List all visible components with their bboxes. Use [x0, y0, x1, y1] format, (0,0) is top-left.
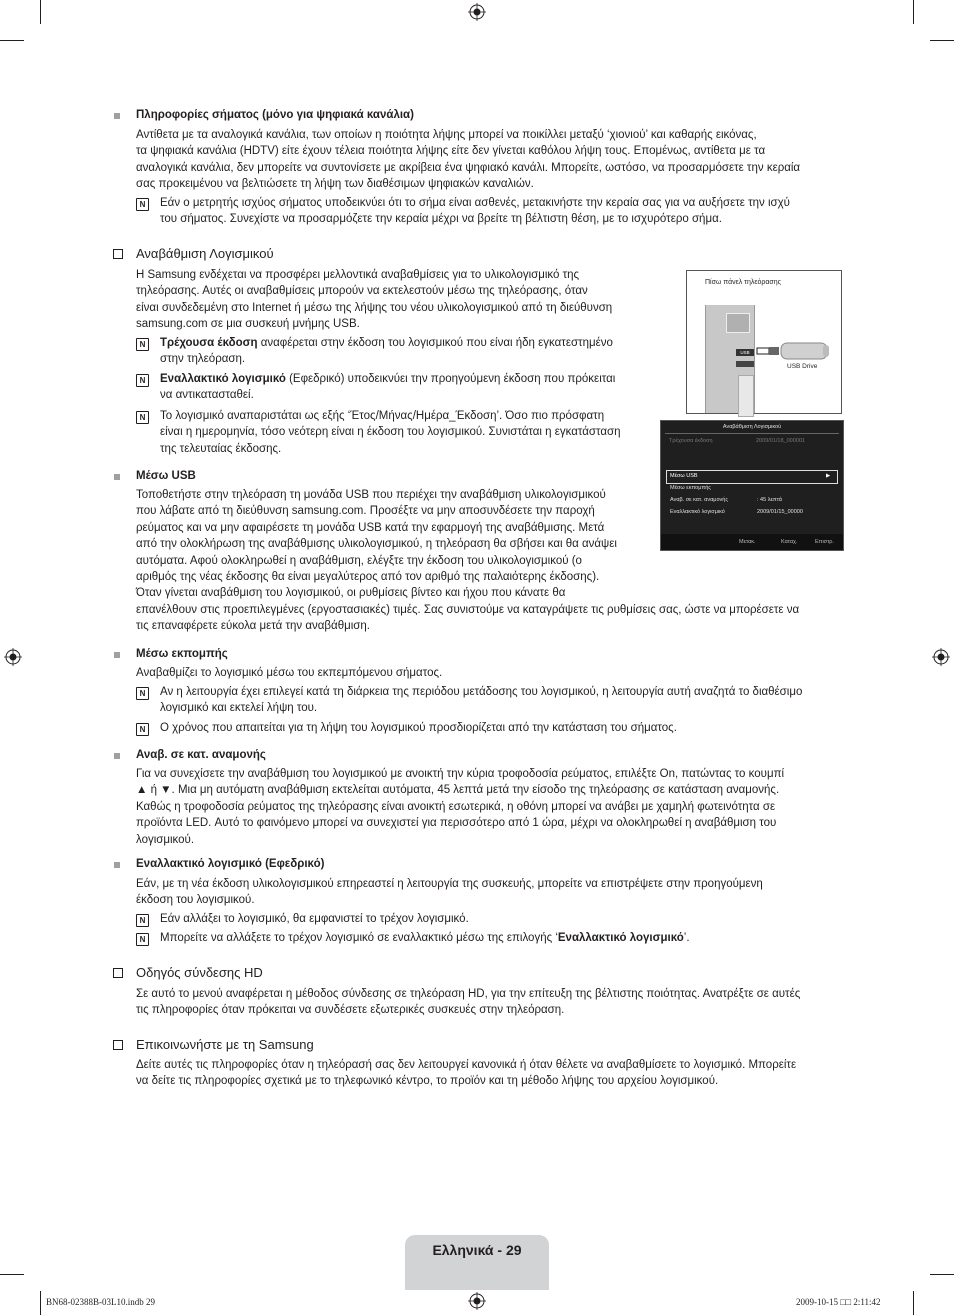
hdmi-port	[736, 361, 754, 367]
crop-mark	[0, 1274, 24, 1275]
text-line: τις πληροφορίες όταν πρόκειται να συνδέσετε εξωτερικές συσκευές στην τηλεόραση.	[136, 1004, 565, 1017]
alt-software-note	[160, 371, 615, 404]
print-file-info: BN68-02388B-03L10.indb 29	[46, 1297, 155, 1307]
text-line: επανέλθουν στις προεπιλεγμένες (εργοστασιακές) τιμές. Σας συνιστούμε να καταγράψετε τις ρυθμίσεις σας, ώστε να μπορέσετε να	[136, 603, 800, 616]
text-line: Για να συνεχίσετε την αναβάθμιση του λογισμικού με ανοικτή την κύρια τροφοδοσία ρεύματος, επιλέξτε On, πατώντας το κουμπί	[136, 768, 785, 780]
osd-title: Αναβάθμιση Λογισμικού	[722, 424, 782, 430]
software-upgrade-title: Αναβάθμιση Λογισμικού	[136, 246, 274, 261]
current-version-note	[160, 335, 613, 368]
osd-arrow-icon: ▶	[826, 473, 831, 479]
registration-mark-icon	[932, 648, 950, 666]
bullet-square-icon	[114, 474, 120, 480]
broadcast-heading: Μέσω εκπομπής	[136, 648, 228, 660]
bold-term: Εναλλακτικό λογισμικό	[160, 373, 286, 385]
version-format-note	[160, 408, 621, 457]
osd-footer-enter: Καταχ.	[781, 539, 798, 545]
broadcast-note-2: Ο χρόνος που απαιτείται για τη λήψη του λογισμικού προσδιορίζεται από την κατάσταση του σήματος.	[160, 722, 677, 734]
text-line: είναι η ημερομηνία, τόσο νεότερη είναι η έκδοση του λογισμικού. Συνιστάται η εγκατάσταση	[160, 426, 621, 439]
text-line: Το λογισμικό αναπαριστάται ως εξής ‘Έτος/Μήνας/Ημέρα_Έκδοση’. Όσο πιο πρόσφατη	[160, 410, 605, 422]
note-icon: N	[136, 198, 149, 211]
contact-text	[136, 1057, 796, 1090]
section-checkbox-icon	[113, 1040, 123, 1050]
standby-heading: Αναβ. σε κατ. αναμονής	[136, 749, 266, 761]
text-line: έκδοση του λογισμικού.	[136, 894, 255, 907]
text-line: Καθώς η τροφοδοσία ρεύματος της τηλεόρασης είναι ανοικτή εσωτερικά, η οθόνη μπορεί να ανάβει με χαμηλή φωτεινότητα σε	[136, 800, 776, 813]
text-line: στην τηλεόραση.	[160, 353, 246, 366]
osd-menu-item-usb[interactable]	[666, 470, 838, 484]
rear-panel-label: Πίσω πάνελ τηλεόρασης	[705, 279, 781, 286]
port-block	[726, 313, 750, 333]
tv-panel-shape	[705, 305, 755, 413]
text-line: αυτόματα. Αφού ολοκληρωθεί η αναβάθμιση, ελέγξτε την έκδοση του υλικολογισμικού (ο	[136, 554, 582, 567]
text-run: Μπορείτε να αλλάξετε το τρέχον λογισμικό σε εναλλακτικό μέσω της επιλογής ‘	[160, 932, 558, 944]
osd-footer-move: Μετακ.	[739, 539, 756, 545]
osd-current-label: Τρέχουσα έκδοση	[669, 438, 713, 444]
crop-mark	[913, 1291, 914, 1315]
crop-mark	[913, 0, 914, 24]
section-checkbox-icon	[113, 249, 123, 259]
alt-software-heading: Εναλλακτικό λογισμικό (Εφεδρικό)	[136, 858, 325, 870]
text-line: Αντίθετα με τα αναλογικά κανάλια, των οποίων η ποιότητα λήψης μπορεί να ποικίλλει μεταξύ ‘χιονιού’ και καθαρής εικόνας,	[136, 129, 757, 141]
broadcast-note-1	[160, 684, 802, 717]
text-line: λογισμικού.	[136, 833, 195, 846]
broadcast-text: Αναβαθμίζει το λογισμικό μέσω του εκπεμπόμενου σήματος.	[136, 667, 443, 679]
text-line: Δείτε αυτές τις πληροφορίες όταν η τηλεόρασή σας δεν λειτουργεί κανονικά ή όταν θέλετε να αναβαθμίσετε το λογισμικό. Μπορείτε	[136, 1059, 797, 1071]
signal-info-text	[136, 127, 800, 193]
usb-drive-label: USB Drive	[787, 363, 818, 370]
osd-menu-item-broadcast[interactable]: Μέσω εκπομπής	[670, 485, 711, 491]
hd-guide-title: Οδηγός σύνδεσης HD	[136, 965, 263, 980]
text-line: Τοποθετήστε στην τηλεόραση τη μονάδα USB που περιέχει την αναβάθμιση υλικολογισμικού	[136, 489, 606, 501]
bold-term: Εναλλακτικό λογισμικό	[557, 932, 684, 944]
crop-mark	[40, 1291, 41, 1315]
osd-item-label: Μέσω USB	[670, 473, 698, 479]
osd-menu-item-alt[interactable]: Εναλλακτικό λογισμικό	[670, 509, 725, 515]
alt-software-note-1: Εάν αλλάξει το λογισμικό, θα εμφανιστεί το τρέχον λογισμικό.	[160, 913, 469, 925]
osd-menu-item-standby[interactable]: Αναβ. σε κατ. αναμονής	[670, 497, 728, 503]
note-icon: N	[136, 914, 149, 927]
text-line: Η Samsung ενδέχεται να προσφέρει μελλοντικά αναβαθμίσεις για το υλικολογισμικό της	[136, 269, 580, 281]
bullet-square-icon	[114, 113, 120, 119]
text-line: Σε αυτό το μενού αναφέρεται η μέθοδος σύνδεσης σε τηλεόραση HD, για την επίτευξη της βέλτιστης ποιότητας. Ανατρέξτε σε αυτές	[136, 988, 801, 1000]
crop-mark	[930, 40, 954, 41]
bullet-square-icon	[114, 753, 120, 759]
crop-mark	[0, 40, 24, 41]
contact-title: Επικοινωνήστε με τη Samsung	[136, 1037, 314, 1052]
note-icon: N	[136, 338, 149, 351]
osd-current-value: 2009/01/18_000001	[756, 438, 805, 444]
text-line: ▲ ή ▼. Μια μη αυτόματη αναβάθμιση εκτελείται αυτόματα, 45 λεπτά μετά την είσοδο της τηλεόρασης σε κατάσταση αναμονής.	[136, 784, 780, 797]
text-line: τα ψηφιακά κανάλια (HDTV) είτε έχουν τέλεια ποιότητα λήψης είτε δεν γίνεται καθόλου λήψη τους. Επομένως, αντίθετα με τα	[136, 145, 766, 158]
usb-drive-icon	[755, 339, 839, 363]
text-line: Αν η λειτουργία έχει επιλεγεί κατά τη διάρκεια της περιόδου μετάδοσης του λογισμικού, η λειτουργία αυτή αναζητά το διαθέσιμο	[160, 686, 803, 698]
side-connector	[738, 375, 754, 417]
alt-software-note-2	[160, 930, 690, 946]
text-line: προϊόντα LED. Αυτό το φαινόμενο μπορεί να συνεχιστεί για περισσότερο από 1 ώρα, μέχρι να ολοκληρωθεί η αναβάθμιση του	[136, 817, 777, 830]
page-number: Ελληνικά - 29	[432, 1242, 522, 1258]
bullet-square-icon	[114, 862, 120, 868]
note-icon: N	[136, 374, 149, 387]
text-line: samsung.com σε μια συσκευή μνήμης USB.	[136, 318, 360, 331]
osd-standby-value: : 45 λεπτά	[757, 497, 782, 503]
text-line: λογισμικό και εκτελεί λήψη του.	[160, 702, 318, 715]
note-icon: N	[136, 933, 149, 946]
osd-divider	[665, 433, 839, 434]
bullet-square-icon	[114, 652, 120, 658]
note-icon: N	[136, 687, 149, 700]
text-run: αναφέρεται στην έκδοση του λογισμικού που είναι ήδη εγκατεστημένο	[257, 337, 613, 349]
section-checkbox-icon	[113, 968, 123, 978]
software-upgrade-intro	[136, 267, 612, 333]
usb-port: USB	[736, 349, 754, 356]
bold-term: Τρέχουσα έκδοση	[160, 337, 258, 349]
hd-guide-text	[136, 986, 800, 1019]
usb-text	[136, 487, 799, 635]
note-icon: N	[136, 723, 149, 736]
registration-mark-icon	[468, 1292, 486, 1310]
text-line: ρεύματος και να μην αφαιρέσετε τη μονάδα USB κατά την εφαρμογή της αναβάθμισης. Μετά	[136, 521, 605, 534]
registration-mark-icon	[4, 648, 22, 666]
text-line: τις επαναφέρετε εύκολα μετά την αναβάθμιση.	[136, 620, 370, 633]
crop-mark	[930, 1274, 954, 1275]
osd-alt-value: 2009/01/15_00000	[757, 509, 803, 515]
osd-footer-return: Επιστρ.	[815, 539, 834, 545]
text-line: από την ολοκλήρωση της αναβάθμισης υλικολογισμικού, η τηλεόραση θα σβήσει και θα ανάψει	[136, 538, 617, 551]
signal-info-note	[160, 195, 790, 228]
text-line: είναι συνδεδεμένη στο Internet ή μέσω της λήψης του νέου υλικολογισμικού από τη διεύθυνση	[136, 301, 613, 314]
text-line: αριθμός της νέας έκδοσης θα είναι μεγαλύτερος από τον αριθμό της παλαιότερης έκδοσης).	[136, 571, 600, 584]
text-line: να αντικατασταθεί.	[160, 389, 254, 402]
text-line: σας προκειμένου να βελτιώσετε τη λήψη των διαθέσιμων ψηφιακών καναλιών.	[136, 178, 534, 191]
text-line: Εάν, με τη νέα έκδοση υλικολογισμικού επηρεαστεί η λειτουργία της συσκευής, μπορείτε να επιστρέψετε στην προηγούμενη	[136, 878, 763, 890]
text-line: Όταν γίνεται αναβάθμιση του λογισμικού, οι ρυθμίσεις βίντεο και ήχου που κάνατε θα	[136, 587, 566, 600]
signal-info-heading: Πληροφορίες σήματος (μόνο για ψηφιακά κανάλια)	[136, 109, 414, 121]
text-line: αναλογικά κανάλια, δεν μπορείτε να συντονίσετε με ακρίβεια ένα ψηφιακό κανάλι. Μπορείτε, ωστόσο, να προσαρμόσετε την κεραία	[136, 161, 801, 174]
text-line: του σήματος. Συνεχίστε να προσαρμόζετε την κεραία μέχρι να βρείτε τη βέλτιστη θέση, με το ισχυρότερο σήμα.	[160, 213, 722, 226]
registration-mark-icon	[468, 3, 486, 21]
usb-heading: Μέσω USB	[136, 470, 196, 482]
text-line: της τελευταίας έκδοσης.	[160, 442, 282, 455]
alt-software-text	[136, 876, 763, 909]
page-number-tab	[405, 1235, 549, 1290]
print-timestamp: 2009-10-15 □□ 2:11:42	[796, 1297, 881, 1307]
text-line: που λάβατε από τη διεύθυνση samsung.com. Προσέξτε να μην αποσυνδέσετε την παροχή	[136, 505, 595, 518]
crop-mark	[40, 0, 41, 24]
text-line: Εάν ο μετρητής ισχύος σήματος υποδεικνύει ότι το σήμα είναι ασθενές, μετακινήστε την κεραία σας για να αυξήσετε την ισχύ	[160, 197, 790, 209]
text-line: τηλεόρασης. Αυτές οι αναβαθμίσεις μπορούν να εκτελεστούν μέσω της τηλεόρασης, όταν	[136, 285, 588, 298]
standby-text	[136, 766, 784, 848]
rear-panel-figure	[686, 270, 842, 414]
text-run: ’.	[683, 932, 690, 944]
text-line: να δείτε τις πληροφορίες σχετικά με το τηλεφωνικό κέντρο, το προϊόν και τη μέθοδο λήψης του αρχείου λογισμικού.	[136, 1075, 719, 1088]
note-icon: N	[136, 411, 149, 424]
text-run: (Εφεδρικό) υποδεικνύει την προηγούμενη έκδοση που πρόκειται	[285, 373, 616, 385]
